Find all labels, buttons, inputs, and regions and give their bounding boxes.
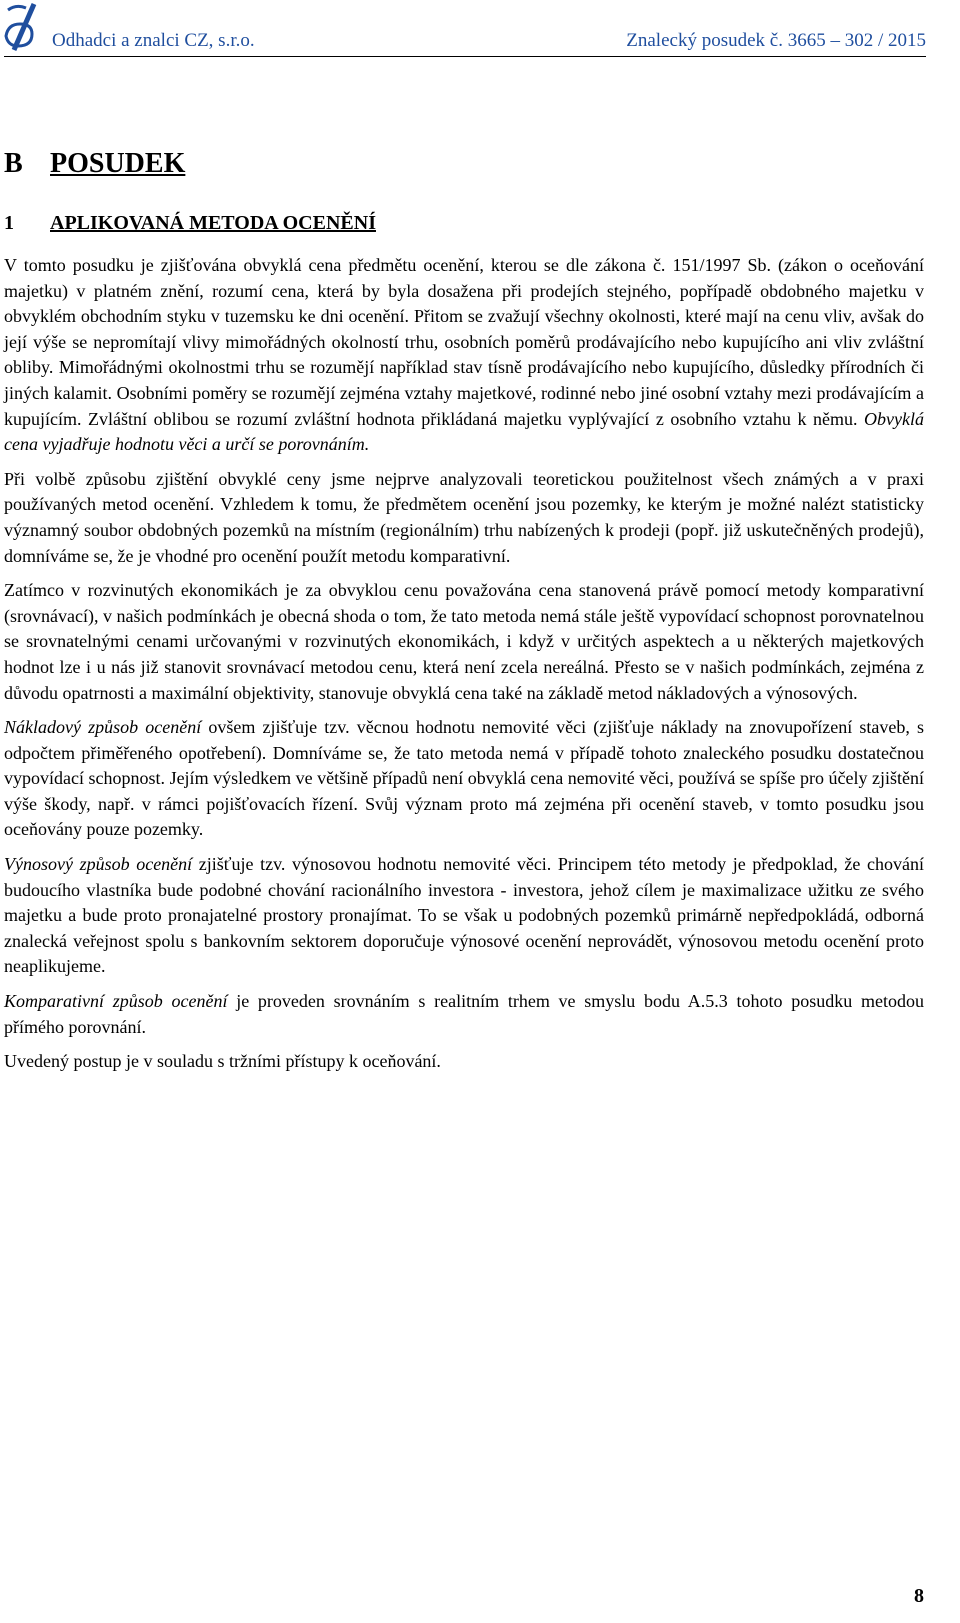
paragraph-text: je proveden srovnáním s realitním trhem ve smyslu bodu A.5.3 tohoto posudku metodou přímého porovnání. bbox=[4, 991, 924, 1037]
paragraph-method-choice: Při volbě způsobu zjištění obvyklé ceny jsme nejprve analyzovali teoretickou použitelnost všech známých a v praxi používaných metod ocenění. Vzhledem k tomu, že předmětem ocenění jsou pozemky, ke kterým je možné nalézt statisticky významný soubor obdobných pozemků na místním (regionálním) trhu nabízených k prodeji (popř. již uskutečněných prodejů), domníváme se, že je vhodné pro ocenění použít metodu komparativní. bbox=[4, 468, 924, 566]
paragraph-italic: Obvyklá cena vyjadřuje hodnotu věci a určí se porovnáním. bbox=[4, 408, 924, 455]
subsection-heading bbox=[4, 212, 376, 235]
paragraph-italic: Výnosový způsob ocenění bbox=[4, 854, 193, 875]
paragraph-cost-method bbox=[4, 715, 924, 843]
company-logo-icon bbox=[4, 2, 44, 52]
paragraph-text: ovšem zjišťuje tzv. věcnou hodnotu nemovité věci (zjišťuje náklady na znovupořízení staveb, s odpočtem přiměřeného opotřebení). Domníváme se, že tato metoda nemá v případě tohoto znaleckého posudku dostatečnou vypovídací schopnost. Jejím výsledkem ve většině případů není obvyklá cena nemovité věci, používá se spíše pro účely zjištění výše škody, např. v rámci pojišťovacích řízení. Svůj význam proto má zejména při ocenění staveb, v tomto posudku jsou oceňovány pouze pozemky. bbox=[4, 717, 925, 840]
paragraph-comparative-context: Zatímco v rozvinutých ekonomikách je za obvyklou cenu považována cena stanovená právě pomocí metody komparativní (srovnávací), v našich podmínkách je obecná shoda o tom, že tato metoda nemá stále ještě vypovídací schopnost porovnatelnou se srovnatelnými cenami určovanými v rozvinutých ekonomikách, i když v určitých aspektech a u některých majetkových hodnot lze i u nás již stanovit srovnávací metodou cenu, která není zcela nereálná. Přesto se v našich podmínkách, zejména z důvodu opatrnosti a maximální objektivity, stanovuje obvyklá cena také na základě metod nákladových a výnosových. bbox=[4, 580, 924, 703]
section-heading bbox=[4, 148, 185, 180]
page-header bbox=[4, 0, 926, 57]
document-body bbox=[4, 253, 924, 1084]
subsection-title: APLIKOVANÁ METODA OCENĚNÍ bbox=[50, 212, 376, 234]
paragraph-comparative-method bbox=[4, 989, 924, 1040]
subsection-number: 1 bbox=[4, 212, 14, 234]
company-name: Odhadci a znalci CZ, s.r.o. bbox=[52, 30, 255, 51]
paragraph-text: V tomto posudku je zjišťována obvyklá cena předmětu ocenění, kterou se dle zákona č. 151/1997 Sb. (zákon o oceňování majetku) v platném znění, rozumí cena, která by byla dosažena při prodejích stejného, popřípadě obdobného majetku v obvyklém obchodním styku v tuzemsku ke dni ocenění. Přitom se zvažují všechny okolnosti, které mají na cenu vliv, avšak do její výše se nepromítají vlivy mimořádných okolností trhu, osobních poměrů prodávajícího nebo kupujícího ani vliv zvláštní obliby. Mimořádnými okolnostmi trhu se rozumějí například stav tísně prodávajícího nebo kupujícího, důsledky přírodních či jiných kalamit. Osobními poměry se rozumějí zejména vztahy majetkové, rodinné nebo jiné osobní vztahy mezi prodávajícím a kupujícím. Zvláštní oblibou se rozumí zvláštní hodnota přikládaná majetku vyplývající z osobního vztahu k němu. bbox=[4, 255, 924, 429]
paragraph-text: zjišťuje tzv. výnosovou hodnotu nemovité věci. Principem této metody je předpoklad, že chování budoucího vlastníka bude podobné chování racionálního investora - investora, jehož cílem je maximalizace užitku ze svého majetku a bude proto pronajatelné prostory pronajímat. To se však u podobných pozemků primárně nepředpokládá, odborná znalecká veřejnost spolu s bankovním sektorem doporučuje výnosové ocenění neprovádět, výnosovou metodu ocenění proto neaplikujeme. bbox=[4, 854, 924, 977]
section-title: POSUDEK bbox=[50, 148, 186, 179]
report-number: Znalecký posudek č. 3665 – 302 / 2015 bbox=[626, 30, 926, 51]
paragraph-income-method bbox=[4, 852, 924, 980]
paragraph-italic: Nákladový způsob ocenění bbox=[4, 717, 202, 738]
paragraph-italic: Komparativní způsob ocenění bbox=[4, 991, 228, 1012]
paragraph-conclusion: Uvedený postup je v souladu s tržními přístupy k oceňování. bbox=[4, 1051, 441, 1072]
section-letter: B bbox=[4, 148, 23, 179]
page-number: 8 bbox=[914, 1585, 924, 1607]
paragraph-market-value-definition bbox=[4, 253, 924, 458]
